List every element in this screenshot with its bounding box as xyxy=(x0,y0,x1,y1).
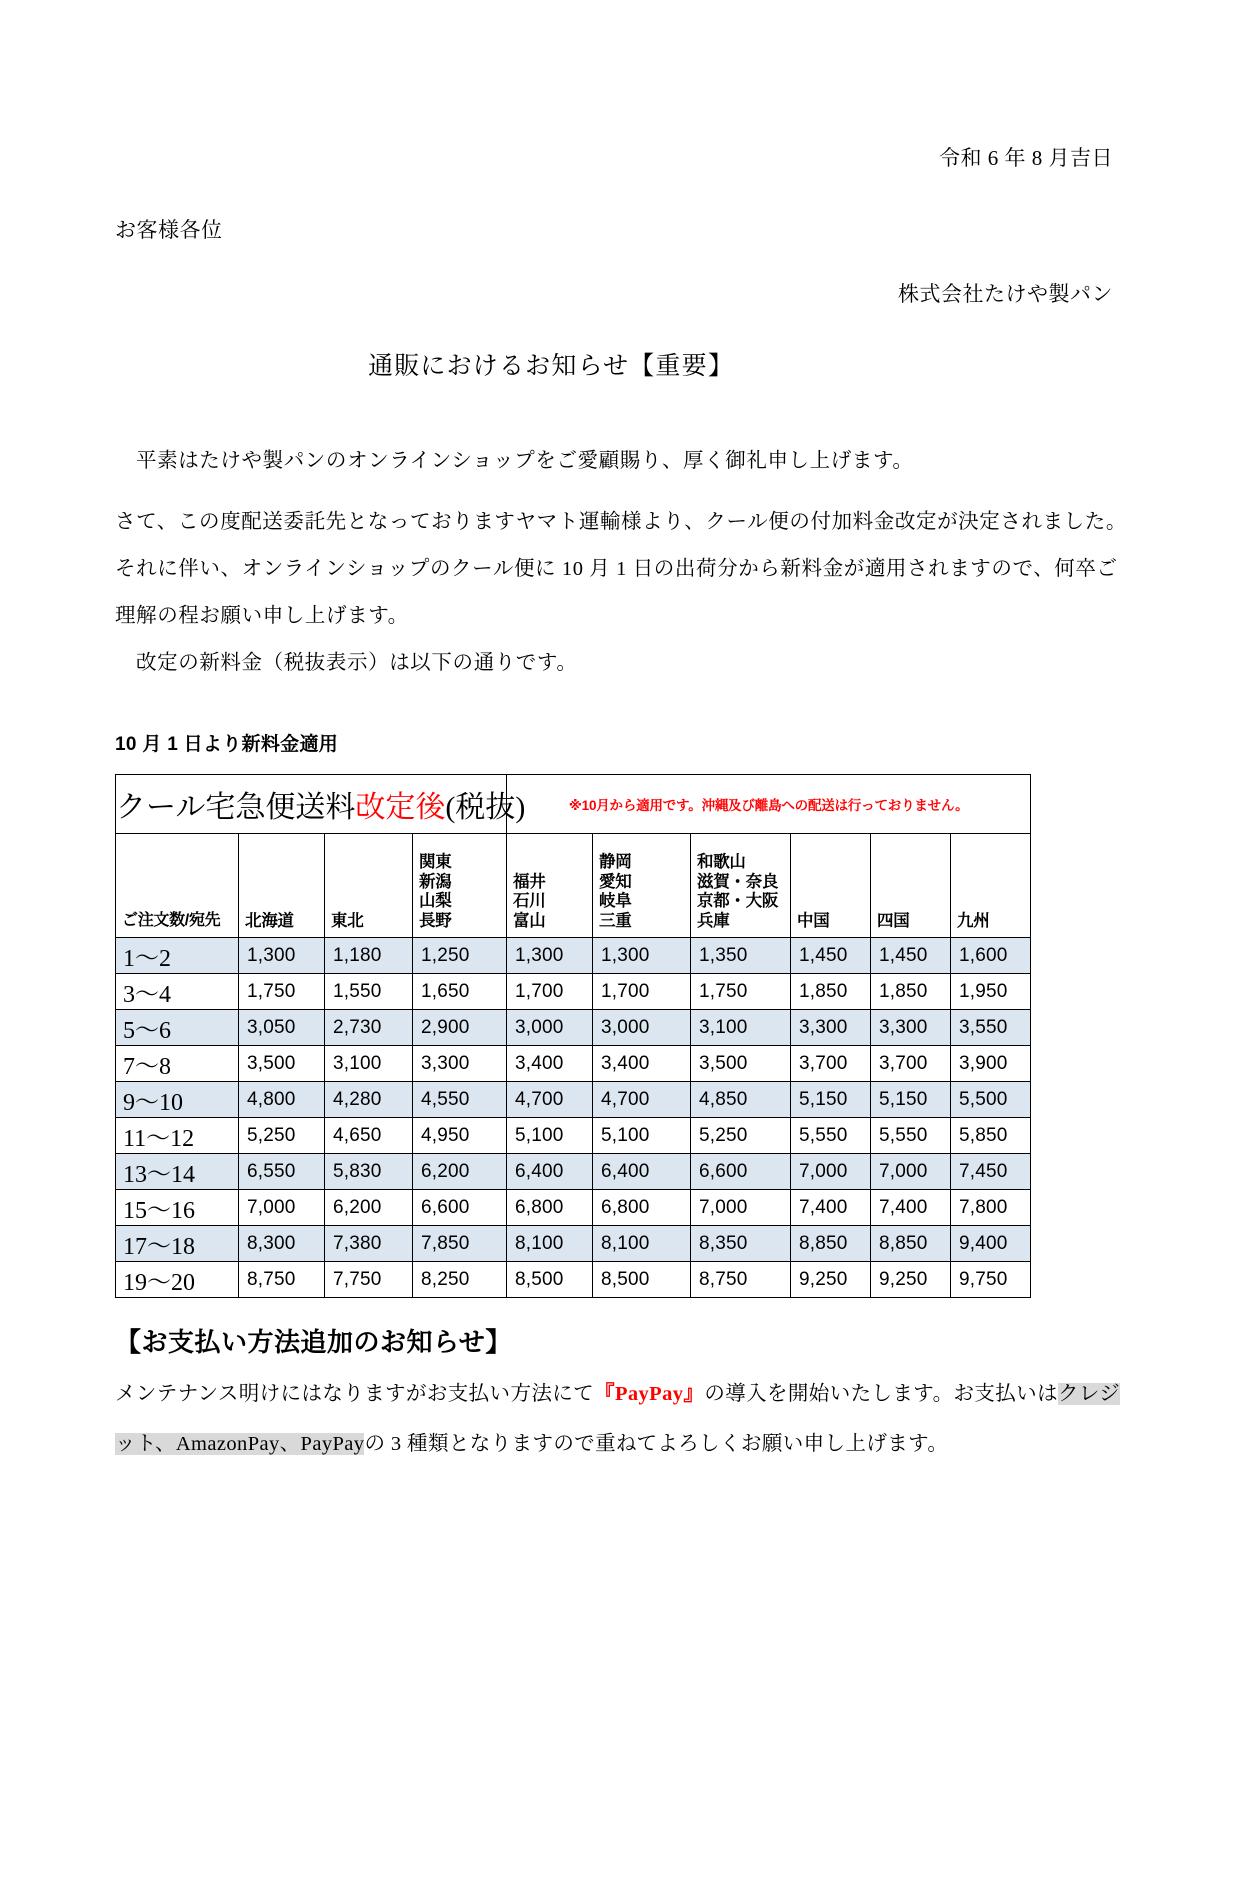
cell-price-4: 5,100 xyxy=(593,1118,691,1154)
cell-price-4: 1,300 xyxy=(593,938,691,974)
cell-price-2: 1,250 xyxy=(413,938,507,974)
addressee-line: お客様各位 xyxy=(115,218,223,242)
cell-price-3: 3,000 xyxy=(507,1010,593,1046)
title-text-tax: (税抜) xyxy=(445,791,526,824)
sender-line: 株式会社たけや製パン xyxy=(898,282,1113,306)
title-text-red: 改定後 xyxy=(355,791,446,824)
cell-price-8: 3,550 xyxy=(951,1010,1031,1046)
cell-price-4: 3,000 xyxy=(593,1010,691,1046)
region-line: 福井 xyxy=(513,872,546,891)
cell-order-quantity: 19〜20 xyxy=(116,1262,239,1298)
body-paragraph-4: 理解の程お願い申し上げます。 xyxy=(115,605,409,627)
cell-price-1: 4,650 xyxy=(325,1118,413,1154)
cell-order-quantity: 9〜10 xyxy=(116,1082,239,1118)
document-date: 令和 6 年 8 月吉日 xyxy=(939,146,1113,170)
cell-price-3: 5,100 xyxy=(507,1118,593,1154)
payment-section-body xyxy=(115,1369,1127,1469)
body-paragraph-1: 平素はたけや製パンのオンラインショップをご愛顧賜り、厚く御礼申し上げます。 xyxy=(136,450,914,472)
header-cell-region-1 xyxy=(325,834,413,938)
cell-price-0: 3,050 xyxy=(239,1010,325,1046)
header-cell-order-count: ご注文数/宛先 xyxy=(116,834,239,938)
cell-price-3: 6,400 xyxy=(507,1154,593,1190)
header-cell-region-8 xyxy=(951,834,1031,938)
region-line: 山梨 xyxy=(419,892,452,910)
cell-price-3: 8,500 xyxy=(507,1262,593,1298)
cell-price-3: 6,800 xyxy=(507,1190,593,1226)
table-row xyxy=(116,1154,1031,1190)
cell-price-4: 3,400 xyxy=(593,1046,691,1082)
rate-table-notice: ※10月から適用です。沖縄及び離島への配送は行っておりません。 xyxy=(507,775,1031,834)
region-line: 滋賀・奈良 xyxy=(697,872,779,891)
cell-price-0: 1,750 xyxy=(239,974,325,1010)
region-line: 中国 xyxy=(797,911,830,930)
region-line: 東北 xyxy=(331,911,364,930)
header-cell-region-6 xyxy=(791,834,871,938)
table-row xyxy=(116,1190,1031,1226)
region-line: 三重 xyxy=(599,911,632,930)
body-paragraph-5: 改定の新料金（税抜表示）は以下の通りです。 xyxy=(136,652,578,674)
cell-price-3: 1,300 xyxy=(507,938,593,974)
payment-section-heading: 【お支払い方法追加のお知らせ】 xyxy=(115,1328,512,1357)
cell-price-5: 8,750 xyxy=(691,1262,791,1298)
cell-price-2: 4,950 xyxy=(413,1118,507,1154)
region-line: 静岡 xyxy=(599,853,632,871)
region-label-8 xyxy=(957,912,1025,932)
region-label-7 xyxy=(877,912,945,932)
body-paragraph-3: それに伴い、オンラインショップのクール便に 10 月 1 日の出荷分から新料金が適用されますので、何卒ご xyxy=(115,558,1118,580)
cell-price-2: 8,250 xyxy=(413,1262,507,1298)
cell-price-2: 7,850 xyxy=(413,1226,507,1262)
cell-price-7: 5,150 xyxy=(871,1082,951,1118)
region-line: 岐阜 xyxy=(599,892,632,910)
cell-price-8: 9,400 xyxy=(951,1226,1031,1262)
paypay-label: 『PayPay』 xyxy=(594,1383,705,1405)
table-row xyxy=(116,974,1031,1010)
cell-price-6: 7,400 xyxy=(791,1190,871,1226)
cell-price-6: 1,850 xyxy=(791,974,871,1010)
cell-price-4: 8,500 xyxy=(593,1262,691,1298)
cell-price-5: 1,750 xyxy=(691,974,791,1010)
cell-price-8: 1,950 xyxy=(951,974,1031,1010)
cell-price-4: 6,400 xyxy=(593,1154,691,1190)
cell-order-quantity: 3〜4 xyxy=(116,974,239,1010)
cell-price-6: 3,300 xyxy=(791,1010,871,1046)
cell-price-8: 3,900 xyxy=(951,1046,1031,1082)
cell-order-quantity: 15〜16 xyxy=(116,1190,239,1226)
cell-price-5: 3,500 xyxy=(691,1046,791,1082)
region-line: 兵庫 xyxy=(697,911,730,930)
cell-order-quantity: 1〜2 xyxy=(116,938,239,974)
region-line: 愛知 xyxy=(599,872,632,891)
region-line: 九州 xyxy=(957,911,990,930)
cell-price-2: 1,650 xyxy=(413,974,507,1010)
cell-price-4: 1,700 xyxy=(593,974,691,1010)
payment-text-a: メンテナンス明けにはなりますがお支払い方法にて xyxy=(115,1383,595,1405)
cell-price-3: 8,100 xyxy=(507,1226,593,1262)
cell-price-7: 7,000 xyxy=(871,1154,951,1190)
cell-price-6: 5,550 xyxy=(791,1118,871,1154)
region-line: 関東 xyxy=(419,853,452,871)
cell-price-6: 8,850 xyxy=(791,1226,871,1262)
cell-price-6: 7,000 xyxy=(791,1154,871,1190)
header-cell-region-5 xyxy=(691,834,791,938)
cell-price-1: 1,180 xyxy=(325,938,413,974)
table-title-row xyxy=(116,775,1031,834)
cell-price-0: 5,250 xyxy=(239,1118,325,1154)
table-row xyxy=(116,1046,1031,1082)
table-row xyxy=(116,1262,1031,1298)
cell-price-1: 1,550 xyxy=(325,974,413,1010)
region-line: 四国 xyxy=(877,911,910,930)
cell-price-8: 5,850 xyxy=(951,1118,1031,1154)
region-label-0 xyxy=(245,912,319,932)
cell-price-4: 4,700 xyxy=(593,1082,691,1118)
cell-price-0: 8,300 xyxy=(239,1226,325,1262)
cell-price-7: 3,300 xyxy=(871,1010,951,1046)
region-line: 京都・大阪 xyxy=(697,892,779,910)
cell-price-4: 8,100 xyxy=(593,1226,691,1262)
cell-order-quantity: 13〜14 xyxy=(116,1154,239,1190)
table-row xyxy=(116,1118,1031,1154)
region-label-5 xyxy=(697,853,785,931)
cell-price-0: 4,800 xyxy=(239,1082,325,1118)
cell-price-6: 5,150 xyxy=(791,1082,871,1118)
cell-price-2: 4,550 xyxy=(413,1082,507,1118)
region-line: 北海道 xyxy=(245,911,294,930)
payment-text-b: の導入を開始いたします。お支払いは xyxy=(704,1383,1058,1405)
cell-price-1: 3,100 xyxy=(325,1046,413,1082)
cell-price-0: 8,750 xyxy=(239,1262,325,1298)
rate-table-caption: 10 月 1 日より新料金適用 xyxy=(115,734,339,755)
cell-price-7: 5,550 xyxy=(871,1118,951,1154)
region-line: 長野 xyxy=(419,911,452,930)
cell-price-8: 5,500 xyxy=(951,1082,1031,1118)
cell-price-5: 1,350 xyxy=(691,938,791,974)
region-line: 石川 xyxy=(513,892,546,910)
cell-price-0: 6,550 xyxy=(239,1154,325,1190)
body-paragraph-2: さて、この度配送委託先となっておりますヤマト運輸様より、クール便の付加料金改定が決定されました。 xyxy=(115,511,1127,533)
cell-price-7: 1,450 xyxy=(871,938,951,974)
cell-price-2: 6,200 xyxy=(413,1154,507,1190)
cell-order-quantity: 7〜8 xyxy=(116,1046,239,1082)
cell-order-quantity: 5〜6 xyxy=(116,1010,239,1046)
cell-price-2: 3,300 xyxy=(413,1046,507,1082)
region-label-1 xyxy=(331,912,407,932)
region-label-2 xyxy=(419,853,501,931)
region-line: 富山 xyxy=(513,911,546,930)
header-cell-region-3 xyxy=(507,834,593,938)
shipping-rate-table xyxy=(115,774,1031,1298)
table-row xyxy=(116,1010,1031,1046)
header-cell-region-2 xyxy=(413,834,507,938)
cell-price-1: 2,730 xyxy=(325,1010,413,1046)
cell-price-8: 9,750 xyxy=(951,1262,1031,1298)
document-page xyxy=(0,142,1242,1896)
cell-order-quantity: 17〜18 xyxy=(116,1226,239,1262)
body-text xyxy=(115,438,1127,687)
region-label-3 xyxy=(513,873,587,932)
cell-price-7: 9,250 xyxy=(871,1262,951,1298)
cell-price-7: 1,850 xyxy=(871,974,951,1010)
header-cell-region-7 xyxy=(871,834,951,938)
cell-price-1: 6,200 xyxy=(325,1190,413,1226)
paragraph-spacer xyxy=(115,485,1127,499)
cell-price-1: 7,380 xyxy=(325,1226,413,1262)
cell-price-8: 7,450 xyxy=(951,1154,1031,1190)
region-label-4 xyxy=(599,853,685,931)
rate-table-container xyxy=(115,774,1127,1298)
cell-order-quantity: 11〜12 xyxy=(116,1118,239,1154)
table-row xyxy=(116,938,1031,974)
cell-price-5: 8,350 xyxy=(691,1226,791,1262)
cell-price-6: 9,250 xyxy=(791,1262,871,1298)
cell-price-2: 2,900 xyxy=(413,1010,507,1046)
payment-highlight-2: ジット、AmazonPay、PayPay xyxy=(115,1383,1121,1455)
region-line: 新潟 xyxy=(419,872,452,891)
payment-highlight-1: クレ xyxy=(1057,1383,1100,1405)
cell-price-1: 5,830 xyxy=(325,1154,413,1190)
cell-price-5: 4,850 xyxy=(691,1082,791,1118)
cell-price-5: 5,250 xyxy=(691,1118,791,1154)
cell-price-0: 7,000 xyxy=(239,1190,325,1226)
cell-price-0: 3,500 xyxy=(239,1046,325,1082)
cell-price-5: 7,000 xyxy=(691,1190,791,1226)
cell-price-8: 7,800 xyxy=(951,1190,1031,1226)
table-row xyxy=(116,1226,1031,1262)
rate-table-title xyxy=(116,775,526,834)
cell-price-2: 6,600 xyxy=(413,1190,507,1226)
header-cell-region-4 xyxy=(593,834,691,938)
cell-price-1: 7,750 xyxy=(325,1262,413,1298)
table-header-row xyxy=(116,834,1031,938)
cell-price-5: 6,600 xyxy=(691,1154,791,1190)
cell-price-3: 1,700 xyxy=(507,974,593,1010)
payment-text-c: の 3 種類となりますので重ねてよろしくお願い申し上げます。 xyxy=(364,1433,949,1455)
cell-price-7: 3,700 xyxy=(871,1046,951,1082)
cell-price-7: 8,850 xyxy=(871,1226,951,1262)
title-text-black: クール宅急便送料 xyxy=(116,791,356,824)
cell-price-5: 3,100 xyxy=(691,1010,791,1046)
cell-price-3: 3,400 xyxy=(507,1046,593,1082)
cell-price-0: 1,300 xyxy=(239,938,325,974)
cell-price-8: 1,600 xyxy=(951,938,1031,974)
cell-price-1: 4,280 xyxy=(325,1082,413,1118)
region-line: 和歌山 xyxy=(697,853,746,871)
cell-price-3: 4,700 xyxy=(507,1082,593,1118)
cell-price-6: 3,700 xyxy=(791,1046,871,1082)
table-row xyxy=(116,1082,1031,1118)
cell-price-6: 1,450 xyxy=(791,938,871,974)
cell-price-4: 6,800 xyxy=(593,1190,691,1226)
header-cell-region-0 xyxy=(239,834,325,938)
cell-price-7: 7,400 xyxy=(871,1190,951,1226)
region-label-6 xyxy=(797,912,865,932)
page-title: 通販におけるお知らせ【重要】 xyxy=(367,353,735,380)
